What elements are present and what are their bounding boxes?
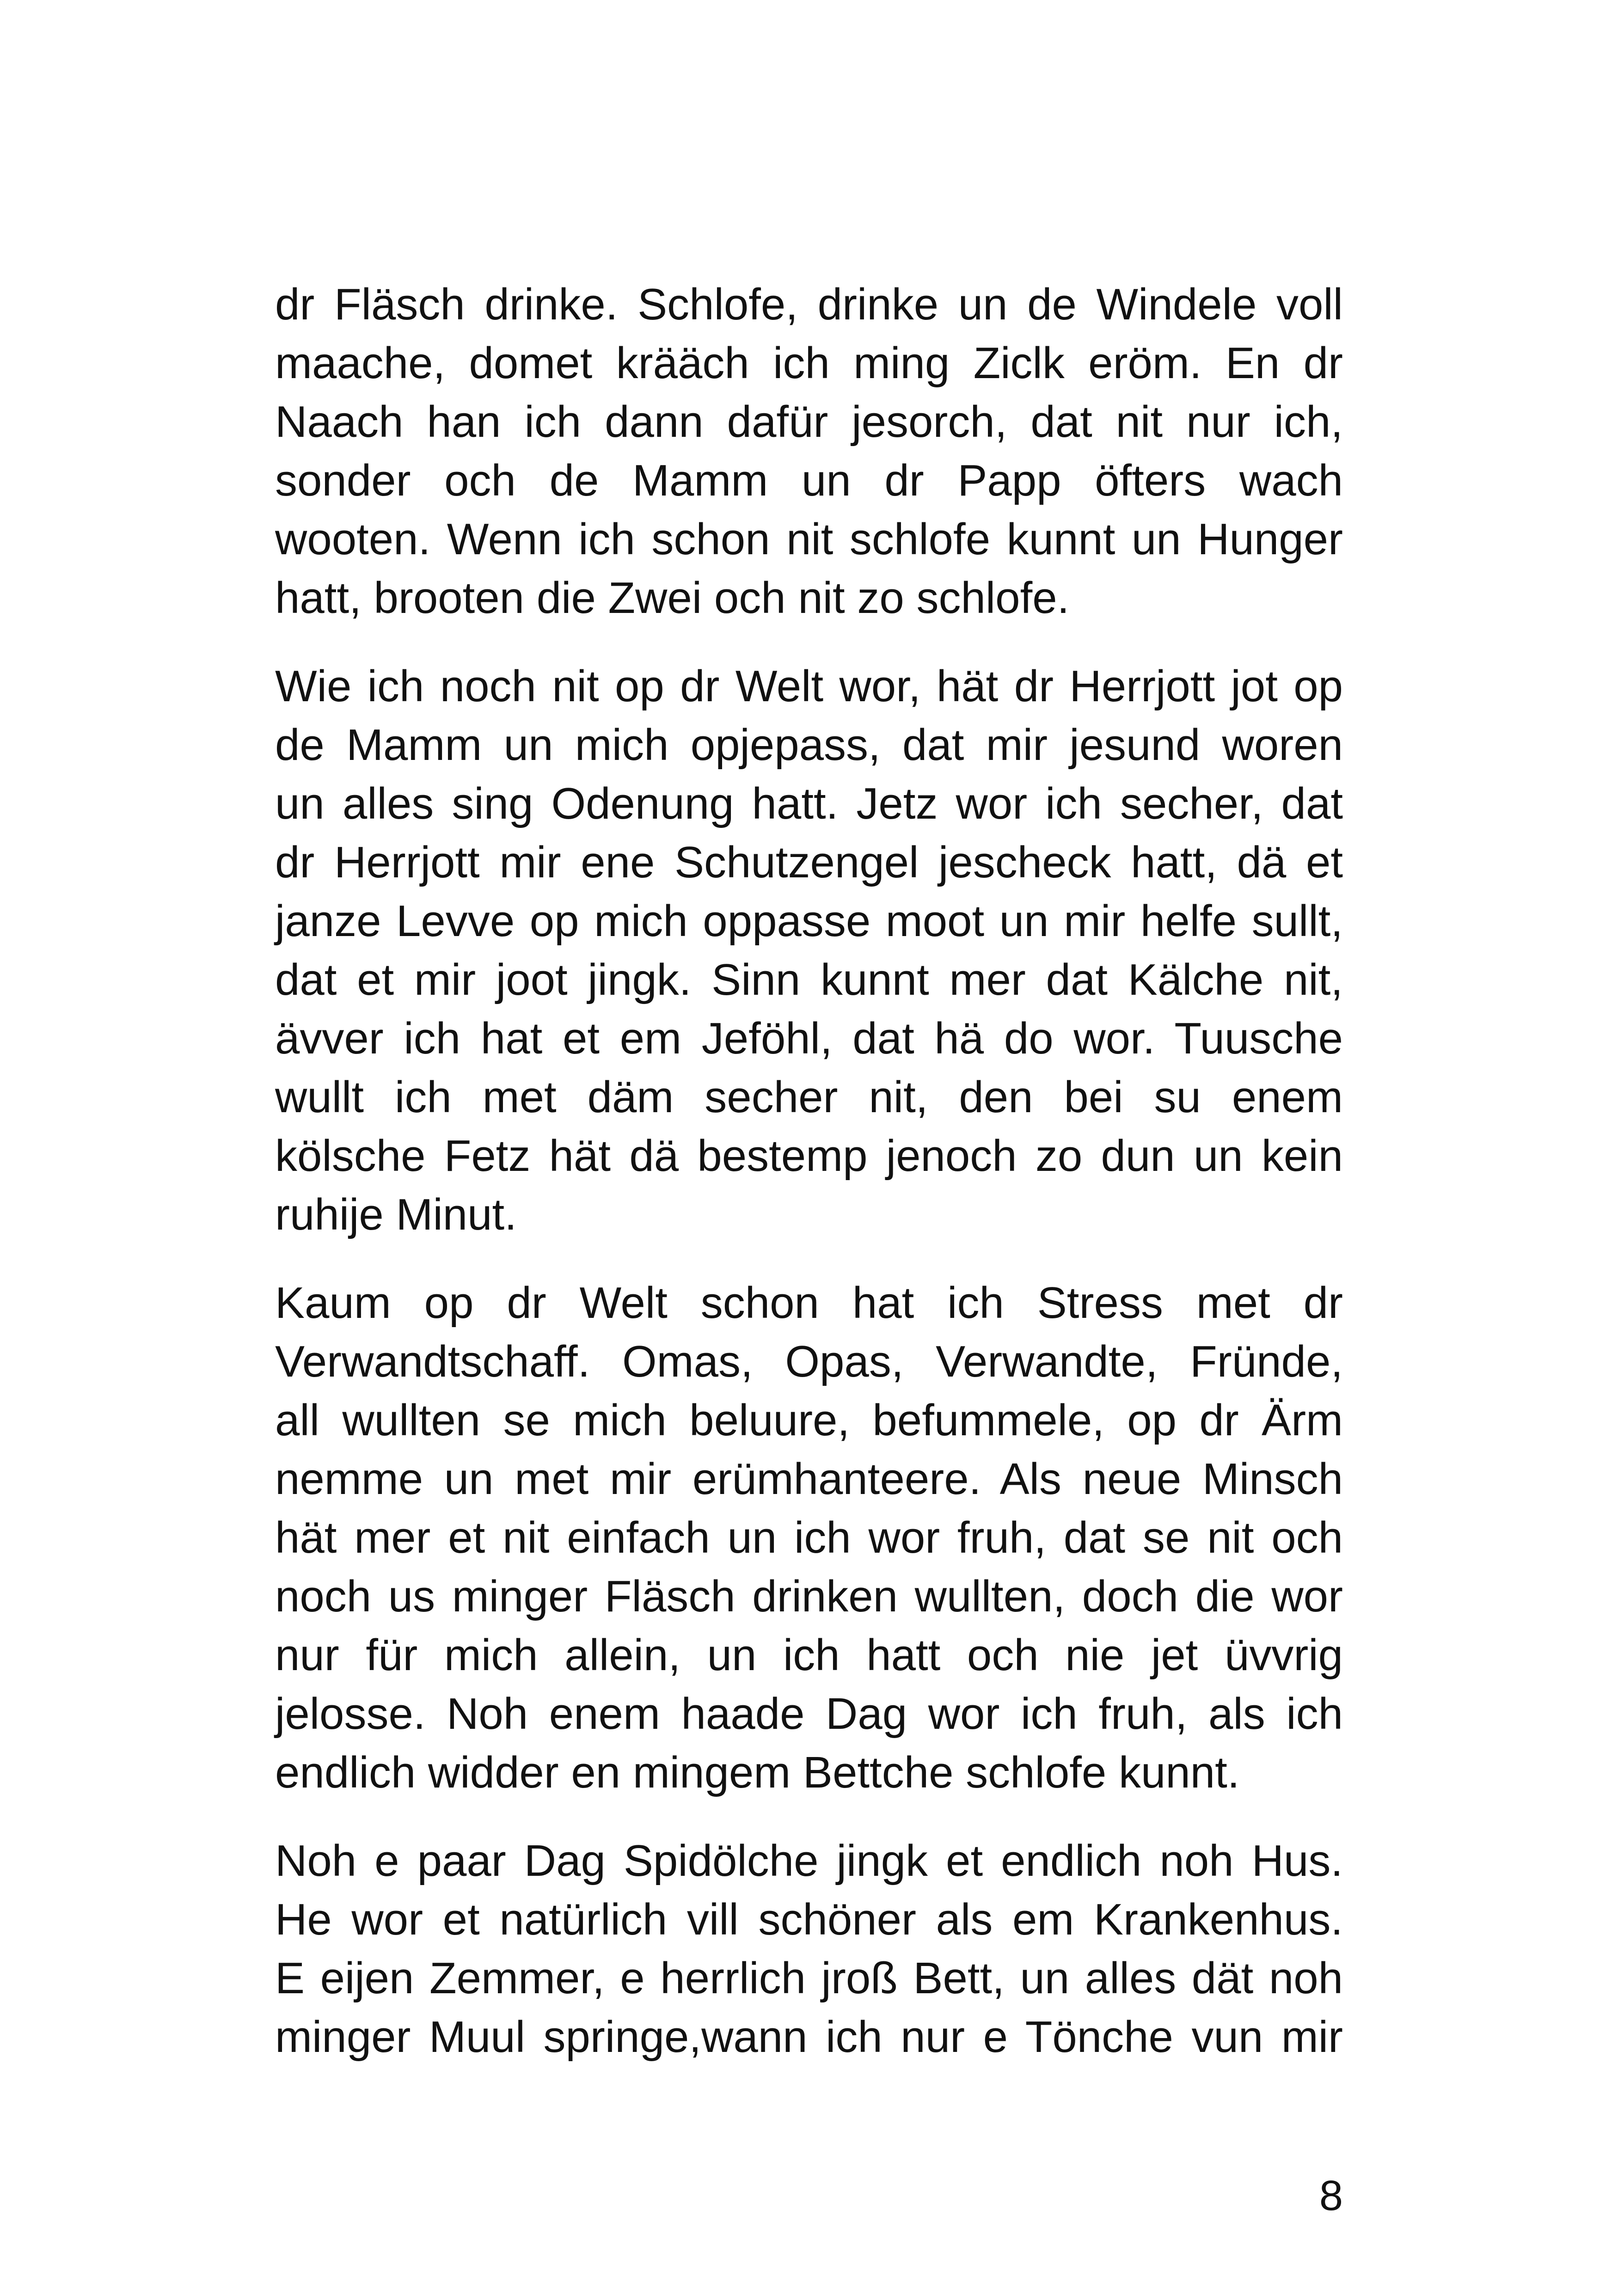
text-line: minger Muul springe,wann ich nur e Tönche vun mir xyxy=(275,2012,1343,2062)
text-line: jelosse. Noh enem haade Dag wor ich fruh, als ich xyxy=(275,1689,1343,1739)
text-line: all wullten se mich beluure, befummele, op dr Ärm xyxy=(275,1396,1343,1445)
text-line: dr Fläsch drinke. Schlofe, drinke un de Windele voll xyxy=(275,280,1343,329)
text-line: He wor et natürlich vill schöner als em Krankenhus. xyxy=(275,1895,1343,1944)
text-line: wullt ich met däm secher nit, den bei su enem xyxy=(275,1072,1343,1122)
text-line: Kaum op dr Welt schon hat ich Stress met dr xyxy=(275,1278,1343,1328)
text-line: kölsche Fetz hät dä bestemp jenoch zo dun un kein xyxy=(275,1131,1343,1181)
page-number: 8 xyxy=(1319,2172,1343,2219)
page-body-text xyxy=(275,275,1343,2096)
text-line: nur für mich allein, un ich hatt och nie jet üvvrig xyxy=(275,1630,1343,1680)
text-line: Wie ich noch nit op dr Welt wor, hät dr Herrjott jot op xyxy=(275,661,1343,711)
paragraph-4 xyxy=(275,1831,1343,2066)
paragraph-3 xyxy=(275,1274,1343,1802)
text-line: ävver ich hat et em Jeföhl, dat hä do wor. Tuusche xyxy=(275,1014,1343,1063)
text-line: noch us minger Fläsch drinken wullten, doch die wor xyxy=(275,1572,1343,1621)
text-line: sonder och de Mamm un dr Papp öfters wach xyxy=(275,456,1343,505)
text-line: dr Herrjott mir ene Schutzengel jescheck hatt, dä et xyxy=(275,838,1343,887)
text-line: nemme un met mir erümhanteere. Als neue Minsch xyxy=(275,1454,1343,1504)
text-line: endlich widder en mingem Bettche schlofe kunnt. xyxy=(275,1748,1240,1797)
text-line: de Mamm un mich opjepass, dat mir jesund woren xyxy=(275,720,1343,770)
text-line: Naach han ich dann dafür jesorch, dat nit nur ich, xyxy=(275,397,1343,447)
text-line: janze Levve op mich oppasse moot un mir helfe sullt, xyxy=(275,896,1343,946)
paragraph-2 xyxy=(275,657,1343,1244)
text-line: Noh e paar Dag Spidölche jingk et endlich noh Hus. xyxy=(275,1836,1343,1886)
text-line: un alles sing Odenung hatt. Jetz wor ich secher, dat xyxy=(275,779,1343,828)
text-line: Verwandtschaff. Omas, Opas, Verwandte, Fründe, xyxy=(275,1337,1343,1386)
text-line: ruhije Minut. xyxy=(275,1190,517,1239)
text-line: E eijen Zemmer, e herrlich jroß Bett, un alles dät noh xyxy=(275,1953,1343,2003)
text-line: maache, domet krääch ich ming Ziclk eröm. En dr xyxy=(275,338,1343,388)
text-line: hatt, brooten die Zwei och nit zo schlofe. xyxy=(275,573,1070,623)
text-line: hät mer et nit einfach un ich wor fruh, dat se nit och xyxy=(275,1513,1343,1562)
text-line: wooten. Wenn ich schon nit schlofe kunnt un Hunger xyxy=(275,514,1343,564)
paragraph-1 xyxy=(275,275,1343,627)
text-line: dat et mir joot jingk. Sinn kunnt mer dat Kälche nit, xyxy=(275,955,1343,1004)
